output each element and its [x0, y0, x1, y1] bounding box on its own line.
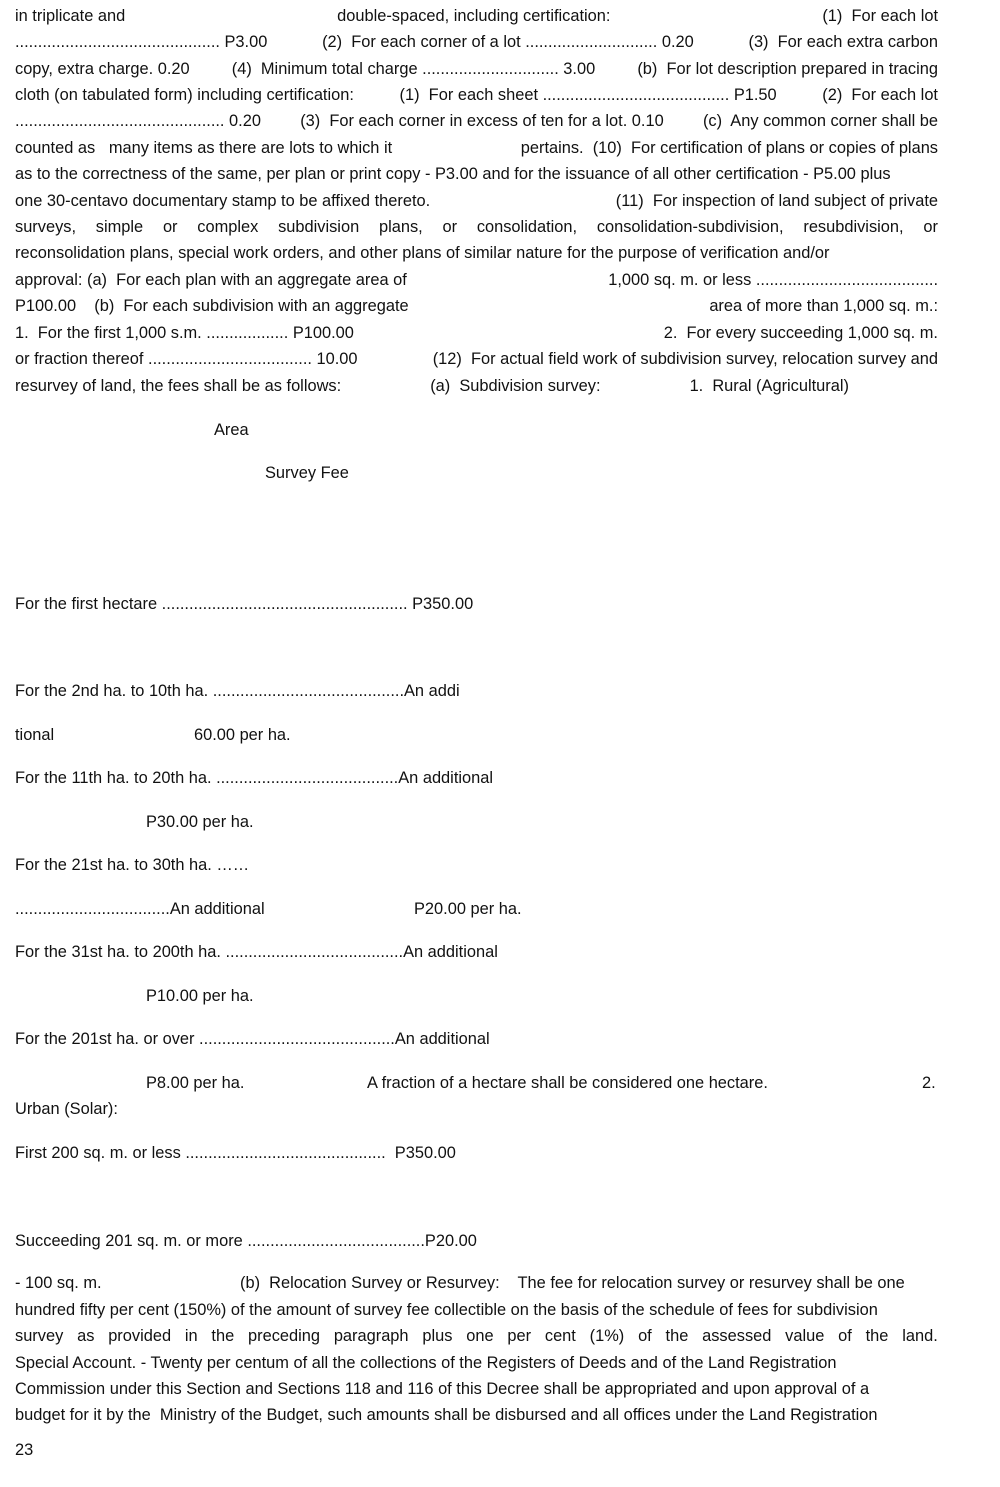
item-number-two: 2. [922, 1074, 936, 1092]
paragraph-line: resurvey of land, the fees shall be as follows: (a) Subdivision survey: 1. Rural (Agricultural) [15, 377, 849, 395]
fee-row-2nd-10th-fee: 60.00 per ha. [194, 726, 291, 744]
fee-row-31st-200th: For the 31st ha. to 200th ha. .......................................An additional [15, 943, 498, 961]
fee-row-201st: For the 201st ha. or over ...........................................An additional [15, 1030, 490, 1048]
urban-heading: Urban (Solar): [15, 1100, 118, 1118]
paragraph-line: (b) Relocation Survey or Resurvey: The fee for relocation survey or resurvey shall be one [240, 1274, 905, 1292]
paragraph-line: as to the correctness of the same, per plan or print copy - P3.00 and for the issuance of all other certification - P5.00 plus [15, 165, 891, 183]
fee-row-11th-20th-fee: P30.00 per ha. [146, 813, 254, 831]
paragraph-line: or fraction thereof .................................... 10.00 (12) For actual field work of subdivision survey, relocation survey and [15, 350, 938, 368]
column-header-area: Area [214, 421, 249, 439]
paragraph-line: .............................................. 0.20 (3) For each corner in excess of ten for a lot. 0.10 (c) Any common corner shall be [15, 112, 938, 130]
fee-row-21st-30th: For the 21st ha. to 30th ha. …… [15, 856, 250, 874]
fee-row-urban-first: First 200 sq. m. or less ............................................ P350.00 [15, 1144, 456, 1162]
paragraph-line: hundred fifty per cent (150%) of the amount of survey fee collectible on the basis of the schedule of fees for subdivision [15, 1301, 878, 1319]
paragraph-line: cloth (on tabulated form) including certification: (1) For each sheet ......................................... P1.50 (2) For each lot [15, 86, 938, 104]
fee-row-201st-fee: P8.00 per ha. [146, 1074, 245, 1092]
paragraph-line: copy, extra charge. 0.20 (4) Minimum total charge .............................. 3.00 (b) For lot description prepared in tracing [15, 60, 938, 78]
paragraph-line: reconsolidation plans, special work orders, and other plans of similar nature for the purpose of verification and/or [15, 244, 830, 262]
paragraph-line: P100.00 (b) For each subdivision with an aggregate area of more than 1,000 sq. m.: [15, 297, 938, 315]
paragraph-line: 1. For the first 1,000 s.m. .................. P100.00 2. For every succeeding 1,000 sq. m. [15, 324, 938, 342]
paragraph-line: surveys, simple or complex subdivision plans, or consolidation, consolidation-subdivision, resubdivision, or [15, 218, 938, 236]
fee-row-21st-30th-fee: P20.00 per ha. [414, 900, 522, 918]
paragraph-line: ............................................. P3.00 (2) For each corner of a lot ............................. 0.20 (3) For each extra carbon [15, 33, 938, 51]
fee-row-21st-30th-cont: ..................................An additional [15, 900, 265, 918]
paragraph-line: Commission under this Section and Sections 118 and 116 of this Decree shall be appropriated and upon approval of a [15, 1380, 870, 1398]
paragraph-line: budget for it by the Ministry of the Budget, such amounts shall be disbursed and all offices under the Land Registration [15, 1406, 878, 1424]
paragraph-line: - 100 sq. m. [15, 1274, 102, 1292]
fee-row-first-hectare: For the first hectare ...................................................... P350.00 [15, 595, 474, 613]
paragraph-line: one 30-centavo documentary stamp to be affixed thereto. (11) For inspection of land subject of private [15, 192, 938, 210]
fee-row-2nd-10th-cont: tional [15, 726, 55, 744]
fee-row-2nd-10th: For the 2nd ha. to 10th ha. ..........................................An addi [15, 682, 460, 700]
paragraph-line: approval: (a) For each plan with an aggregate area of 1,000 sq. m. or less ........................................ [15, 271, 938, 289]
paragraph-line: counted as many items as there are lots to which it pertains. (10) For certification of plans or copies of plans [15, 139, 938, 157]
paragraph-line: Special Account. - Twenty per centum of all the collections of the Registers of Deeds and of the Land Registration [15, 1354, 837, 1372]
fee-row-31st-200th-fee: P10.00 per ha. [146, 987, 254, 1005]
page-number: 23 [15, 1441, 34, 1459]
fraction-note: A fraction of a hectare shall be considered one hectare. [367, 1074, 768, 1092]
fee-row-11th-20th: For the 11th ha. to 20th ha. ........................................An additional [15, 769, 494, 787]
fee-row-urban-succeeding: Succeeding 201 sq. m. or more .......................................P20.00 [15, 1232, 477, 1250]
paragraph-line: in triplicate and double-spaced, including certification: (1) For each lot [15, 7, 938, 25]
paragraph-line: survey as provided in the preceding paragraph plus one per cent (1%) of the assessed value of the land. [15, 1327, 938, 1345]
column-header-survey-fee: Survey Fee [265, 464, 349, 482]
